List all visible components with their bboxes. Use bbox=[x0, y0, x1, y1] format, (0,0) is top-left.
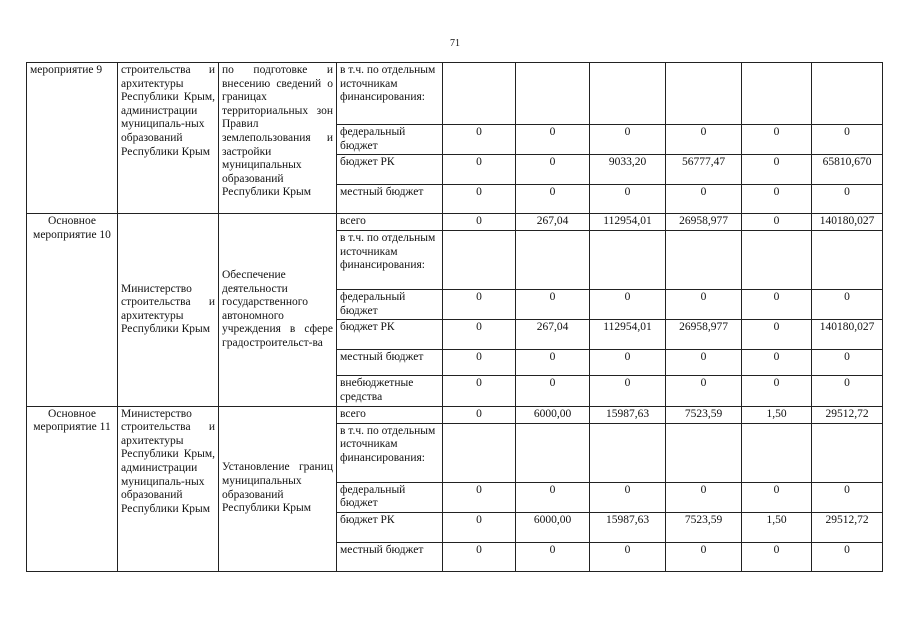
page-number: 71 bbox=[450, 38, 460, 49]
value-cell bbox=[443, 63, 516, 125]
value-cell: 9033,20 bbox=[590, 155, 666, 185]
value-cell: 0 bbox=[443, 125, 516, 155]
value-cell: 267,04 bbox=[516, 214, 590, 231]
value-cell: 1,50 bbox=[742, 512, 812, 542]
value-cell bbox=[666, 63, 742, 125]
executor-cell: Министерство строительства и архитектуры Республики Крым bbox=[118, 214, 219, 406]
value-cell: 112954,01 bbox=[590, 320, 666, 350]
value-cell: 0 bbox=[742, 185, 812, 214]
value-cell: 0 bbox=[443, 542, 516, 571]
description-cell: Обеспечение деятельности государственного автономного учреждения в сфере градостроительст-ва bbox=[219, 214, 337, 406]
value-cell: 0 bbox=[516, 155, 590, 185]
executor-cell: строительства и архитектуры Республики Крым, администрации муниципаль-ных образований Республики Крым bbox=[118, 63, 219, 214]
value-cell: 0 bbox=[443, 512, 516, 542]
value-cell: 140180,027 bbox=[812, 320, 883, 350]
value-cell bbox=[590, 231, 666, 290]
funding-source-cell: внебюджетные средства bbox=[337, 376, 443, 406]
value-cell: 0 bbox=[666, 290, 742, 320]
value-cell: 0 bbox=[443, 185, 516, 214]
value-cell: 140180,027 bbox=[812, 214, 883, 231]
value-cell: 0 bbox=[666, 185, 742, 214]
value-cell: 0 bbox=[443, 350, 516, 376]
value-cell bbox=[516, 231, 590, 290]
funding-source-cell: бюджет РК bbox=[337, 320, 443, 350]
value-cell: 0 bbox=[516, 376, 590, 406]
value-cell: 0 bbox=[443, 482, 516, 512]
value-cell: 26958,977 bbox=[666, 320, 742, 350]
funding-source-cell: федеральный бюджет bbox=[337, 125, 443, 155]
value-cell: 0 bbox=[666, 350, 742, 376]
value-cell: 0 bbox=[516, 125, 590, 155]
value-cell bbox=[666, 231, 742, 290]
value-cell bbox=[742, 423, 812, 482]
value-cell: 0 bbox=[742, 350, 812, 376]
funding-table bbox=[26, 62, 883, 572]
value-cell: 56777,47 bbox=[666, 155, 742, 185]
value-cell: 0 bbox=[812, 376, 883, 406]
value-cell: 0 bbox=[742, 376, 812, 406]
value-cell: 0 bbox=[742, 125, 812, 155]
funding-source-cell: в т.ч. по отдельным источникам финансирования: bbox=[337, 63, 443, 125]
value-cell: 0 bbox=[742, 155, 812, 185]
value-cell bbox=[742, 63, 812, 125]
value-cell: 0 bbox=[812, 185, 883, 214]
funding-source-cell: федеральный бюджет bbox=[337, 482, 443, 512]
event-name-cell: мероприятие 9 bbox=[27, 63, 118, 214]
value-cell: 0 bbox=[742, 482, 812, 512]
event-name-cell: Основное мероприятие 11 bbox=[27, 406, 118, 571]
value-cell: 0 bbox=[590, 542, 666, 571]
value-cell bbox=[443, 423, 516, 482]
value-cell: 0 bbox=[443, 376, 516, 406]
value-cell: 0 bbox=[666, 376, 742, 406]
value-cell: 0 bbox=[812, 482, 883, 512]
value-cell: 0 bbox=[516, 482, 590, 512]
funding-source-cell: всего bbox=[337, 214, 443, 231]
value-cell: 0 bbox=[443, 155, 516, 185]
value-cell: 0 bbox=[516, 542, 590, 571]
value-cell: 0 bbox=[516, 350, 590, 376]
value-cell: 0 bbox=[666, 125, 742, 155]
value-cell: 15987,63 bbox=[590, 406, 666, 423]
funding-source-cell: местный бюджет bbox=[337, 185, 443, 214]
value-cell: 0 bbox=[666, 542, 742, 571]
value-cell: 7523,59 bbox=[666, 406, 742, 423]
value-cell: 0 bbox=[443, 320, 516, 350]
value-cell: 0 bbox=[742, 290, 812, 320]
value-cell bbox=[443, 231, 516, 290]
value-cell: 0 bbox=[666, 482, 742, 512]
value-cell: 0 bbox=[590, 482, 666, 512]
funding-source-cell: всего bbox=[337, 406, 443, 423]
value-cell: 0 bbox=[742, 320, 812, 350]
table-row bbox=[27, 63, 883, 125]
funding-source-cell: в т.ч. по отдельным источникам финансирования: bbox=[337, 423, 443, 482]
funding-source-cell: федеральный бюджет bbox=[337, 290, 443, 320]
value-cell: 0 bbox=[516, 185, 590, 214]
value-cell: 0 bbox=[812, 290, 883, 320]
value-cell: 29512,72 bbox=[812, 512, 883, 542]
value-cell: 0 bbox=[443, 406, 516, 423]
value-cell: 112954,01 bbox=[590, 214, 666, 231]
table-row bbox=[27, 214, 883, 231]
value-cell: 267,04 bbox=[516, 320, 590, 350]
event-name-cell: Основное мероприятие 10 bbox=[27, 214, 118, 406]
description-cell: по подготовке и внесению сведений о границах территориальных зон Правил землепользования и застройки муниципальных образований Республики Крым bbox=[219, 63, 337, 214]
value-cell: 0 bbox=[443, 214, 516, 231]
value-cell: 6000,00 bbox=[516, 406, 590, 423]
value-cell bbox=[516, 63, 590, 125]
value-cell: 0 bbox=[590, 376, 666, 406]
value-cell: 0 bbox=[590, 350, 666, 376]
value-cell bbox=[812, 423, 883, 482]
value-cell: 0 bbox=[590, 290, 666, 320]
value-cell: 29512,72 bbox=[812, 406, 883, 423]
value-cell: 0 bbox=[812, 125, 883, 155]
funding-source-cell: местный бюджет bbox=[337, 350, 443, 376]
value-cell: 0 bbox=[516, 290, 590, 320]
table-row bbox=[27, 406, 883, 423]
value-cell: 15987,63 bbox=[590, 512, 666, 542]
value-cell: 0 bbox=[742, 214, 812, 231]
value-cell bbox=[812, 63, 883, 125]
value-cell: 0 bbox=[742, 542, 812, 571]
value-cell: 6000,00 bbox=[516, 512, 590, 542]
value-cell: 0 bbox=[812, 542, 883, 571]
value-cell: 1,50 bbox=[742, 406, 812, 423]
table-body bbox=[27, 63, 883, 572]
value-cell: 0 bbox=[590, 185, 666, 214]
value-cell: 7523,59 bbox=[666, 512, 742, 542]
value-cell bbox=[666, 423, 742, 482]
value-cell bbox=[742, 231, 812, 290]
value-cell bbox=[590, 63, 666, 125]
funding-source-cell: бюджет РК bbox=[337, 512, 443, 542]
description-cell: Установление границ муниципальных образований Республики Крым bbox=[219, 406, 337, 571]
value-cell: 65810,670 bbox=[812, 155, 883, 185]
funding-source-cell: бюджет РК bbox=[337, 155, 443, 185]
funding-source-cell: в т.ч. по отдельным источникам финансирования: bbox=[337, 231, 443, 290]
value-cell: 0 bbox=[443, 290, 516, 320]
funding-source-cell: местный бюджет bbox=[337, 542, 443, 571]
value-cell: 26958,977 bbox=[666, 214, 742, 231]
value-cell bbox=[516, 423, 590, 482]
value-cell bbox=[590, 423, 666, 482]
value-cell: 0 bbox=[812, 350, 883, 376]
value-cell bbox=[812, 231, 883, 290]
executor-cell: Министерство строительства и архитектуры Республики Крым, администрации муниципаль-ных образований Республики Крым bbox=[118, 406, 219, 571]
value-cell: 0 bbox=[590, 125, 666, 155]
